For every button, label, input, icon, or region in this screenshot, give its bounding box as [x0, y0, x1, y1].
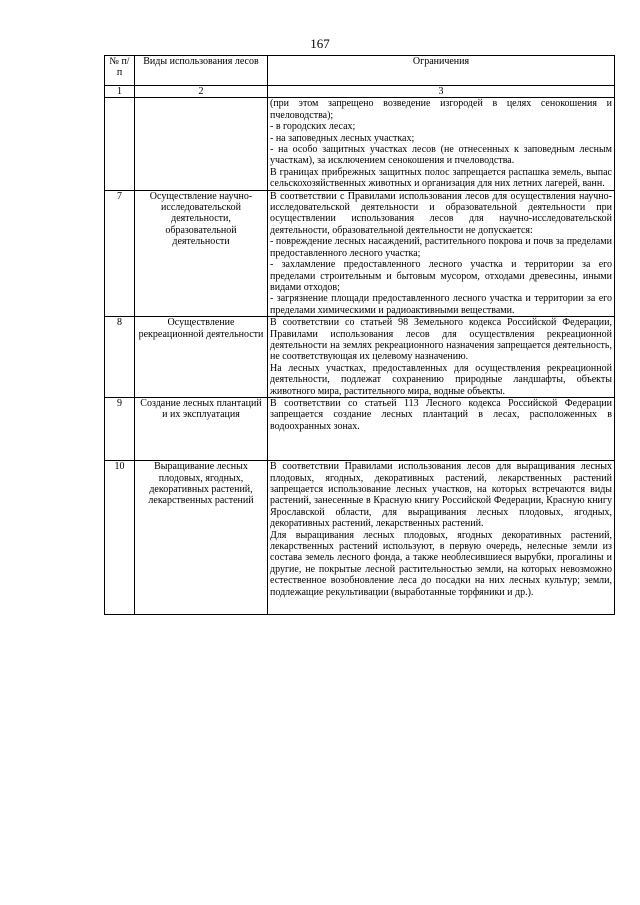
restriction-line: В соответствии со статьей 98 Земельного кодекса Российской Федерации, Правилами использования лесов для осуществления рекреационной деятельности на землях рекреационного назначения запрещается деятельность, не соответствующая их целевому назначению. [270, 317, 612, 363]
row-type: Создание лесных плантаций и их эксплуатация [135, 397, 268, 460]
row-type: Осуществление научно-исследовательской деятельности, образовательной деятельности [135, 190, 268, 316]
restriction-line: - захламление предоставленного лесного участка и территории за его пределами строительным и бытовым мусором, отходами древесины, иными видами отходов; [270, 259, 612, 293]
row-number: 10 [105, 461, 135, 615]
index-1: 1 [105, 86, 135, 98]
index-2: 2 [135, 86, 268, 98]
table-row [105, 98, 615, 190]
restriction-line: - на заповедных лесных участках; [270, 132, 415, 144]
restriction-line: - загрязнение площади предоставленного лесного участка и территории за его пределами химическими и радиоактивными веществами. [270, 293, 612, 316]
row-restrictions [268, 190, 615, 316]
row-restrictions [268, 317, 615, 398]
restriction-line: Для выращивания лесных плодовых, ягодных декоративных растений, лекарственных растений используют, в первую очередь, нелесные земли из состава земель лесного фонда, а также необлесившиеся вырубки, прогалины и другие, не покрытые лесной растительностью земли, на которых невозможно естественное возобновление леса до посадки на них лесных культур; земли, подлежащие рекультивации (выработанные торфяники и др.). [270, 529, 612, 598]
restriction-line: - повреждение лесных насаждений, растительного покрова и почв за пределами предоставленного лесного участка; [270, 236, 612, 259]
blank-space [270, 432, 612, 460]
restriction-line: В соответствии с Правилами использования лесов для осуществления научно-исследовательской деятельности и образовательной деятельности при осуществлении использования лесов для научно-исследовательской деятельности, образовательной деятельности не допускается: [270, 190, 612, 236]
row-type [135, 98, 268, 190]
index-3: 3 [268, 86, 615, 98]
restriction-line: В соответствии со статьей 113 Лесного кодекса Российской Федерации запрещается создание лесных плантаций в лесах, расположенных в водоохранных зонах. [270, 397, 612, 432]
row-number: 9 [105, 397, 135, 460]
header-restrictions: Ограничения [268, 56, 615, 86]
row-number: 7 [105, 190, 135, 316]
table-row [105, 190, 615, 316]
row-restrictions [268, 461, 615, 615]
table-index-row [105, 86, 615, 98]
row-type: Осуществление рекреационной деятельности [135, 317, 268, 398]
blank-space [270, 598, 612, 614]
restriction-line: В соответствии Правилами использования лесов для выращивания лесных плодовых, ягодных, декоративных растений, лекарственных растений запрещается использование лесных участков, на которых встречаются виды растений, занесенные в Красную книгу Российской Федерации, Красную книгу Ярославской области, для выращивания лесных плодовых, ягодных, декоративных растений, лекарственных растений. [270, 461, 612, 530]
table-header-row [105, 56, 615, 86]
row-restrictions [268, 397, 615, 460]
row-type: Выращивание лесных плодовых, ягодных, декоративных растений, лекарственных растений [135, 461, 268, 615]
restrictions-table [104, 55, 615, 615]
row-restrictions [268, 98, 615, 190]
restriction-line: В границах прибрежных защитных полос запрещается распашка земель, выпас сельскохозяйственных животных и организация для них летних лагерей, ванн. [270, 166, 612, 190]
table-row [105, 461, 615, 615]
row-number [105, 98, 135, 190]
table-row [105, 397, 615, 460]
row-number: 8 [105, 317, 135, 398]
restriction-line: - в городских лесах; [270, 121, 356, 133]
restriction-line: (при этом запрещено возведение изгородей в целях сенокошения и пчеловодства); [270, 98, 612, 121]
restriction-line: - на особо защитных участках лесов (не отнесенных к заповедным лесным участкам), за исключением сенокошения и пчеловодства. [270, 144, 612, 167]
header-number: № п/п [105, 56, 135, 86]
page-number: 167 [310, 36, 330, 51]
header-types: Виды использования лесов [135, 56, 268, 86]
table-row [105, 317, 615, 398]
restriction-line: На лесных участках, предоставленных для осуществления рекреационной деятельности, подлежат сохранению природные ландшафты, объекты животного мира, растительного мира, водные объекты. [270, 362, 612, 397]
